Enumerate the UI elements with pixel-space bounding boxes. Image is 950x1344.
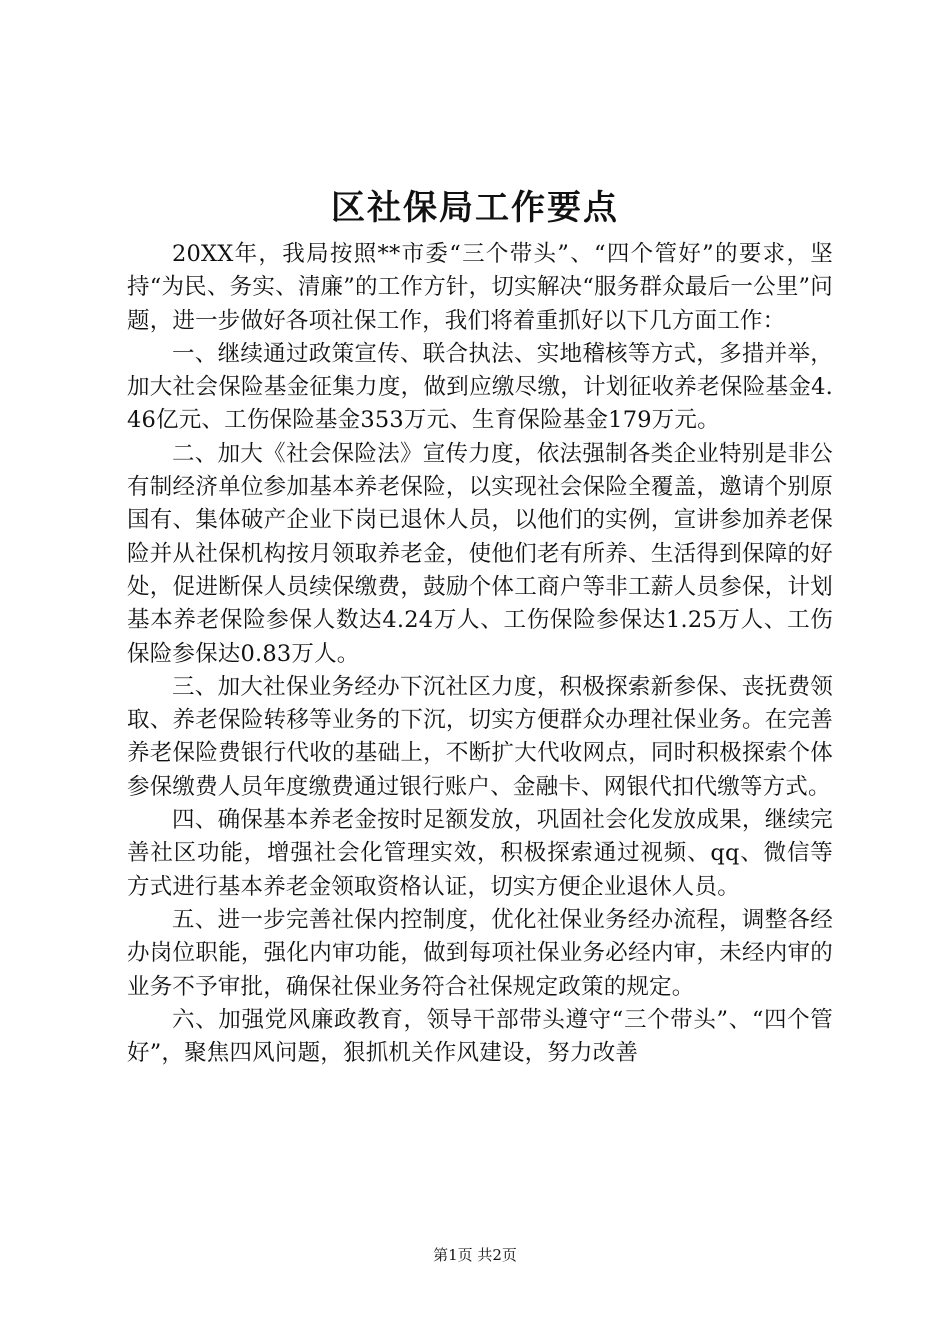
paragraph-item-1: 一、继续通过政策宣传、联合执法、实地稽核等方式，多措并举，加大社会保险基金征集力度，做到应缴尽缴，计划征收养老保险基金4.46亿元、工伤保险基金353万元、生育保险基金179万元。 (127, 340, 833, 434)
document-body (127, 238, 833, 1070)
paragraph-item-2: 二、加大《社会保险法》宣传力度，依法强制各类企业特别是非公有制经济单位参加基本养老保险，以实现社会保险全覆盖，邀请个别原国有、集体破产企业下岗已退休人员，以他们的实例，宣讲参加养老保险并从社保机构按月领取养老金，使他们老有所养、生活得到保障的好处，促进断保人员续保缴费，鼓励个体工商户等非工薪人员参保，计划基本养老保险参保人数达4.24万人、工伤保险参保达1.25万人、工伤保险参保达0.83万人。 (127, 440, 833, 667)
paragraph-item-5: 五、进一步完善社保内控制度，优化社保业务经办流程，调整各经办岗位职能，强化内审功能，做到每项社保业务必经内审，未经内审的业务不予审批，确保社保业务符合社保规定政策的规定。 (127, 906, 833, 1000)
paragraph-item-6: 六、加强党风廉政教育，领导干部带头遵守“三个带头”、“四个管好”，聚焦四风问题，狠抓机关作风建设，努力改善 (127, 1006, 833, 1067)
page-footer: 第1页 共2页 (433, 1246, 517, 1264)
paragraph-intro: 20XX年，我局按照**市委“三个带头”、“四个管好”的要求，坚持“为民、务实、清廉”的工作方针，切实解决“服务群众最后一公里”问题，进一步做好各项社保工作，我们将着重抓好以下几方面工作： (127, 241, 834, 334)
paragraph-item-3: 三、加大社保业务经办下沉社区力度，积极探索新参保、丧抚费领取、养老保险转移等业务的下沉，切实方便群众办理社保业务。在完善养老保险费银行代收的基础上，不断扩大代收网点，同时积极探索个体参保缴费人员年度缴费通过银行账户、金融卡、网银代扣代缴等方式。 (127, 673, 833, 800)
paragraph-item-4: 四、确保基本养老金按时足额发放，巩固社会化发放成果，继续完善社区功能，增强社会化管理实效，积极探索通过视频、qq、微信等方式进行基本养老金领取资格认证，切实方便企业退休人员。 (127, 807, 833, 900)
document-title: 区社保局工作要点 (331, 188, 619, 228)
